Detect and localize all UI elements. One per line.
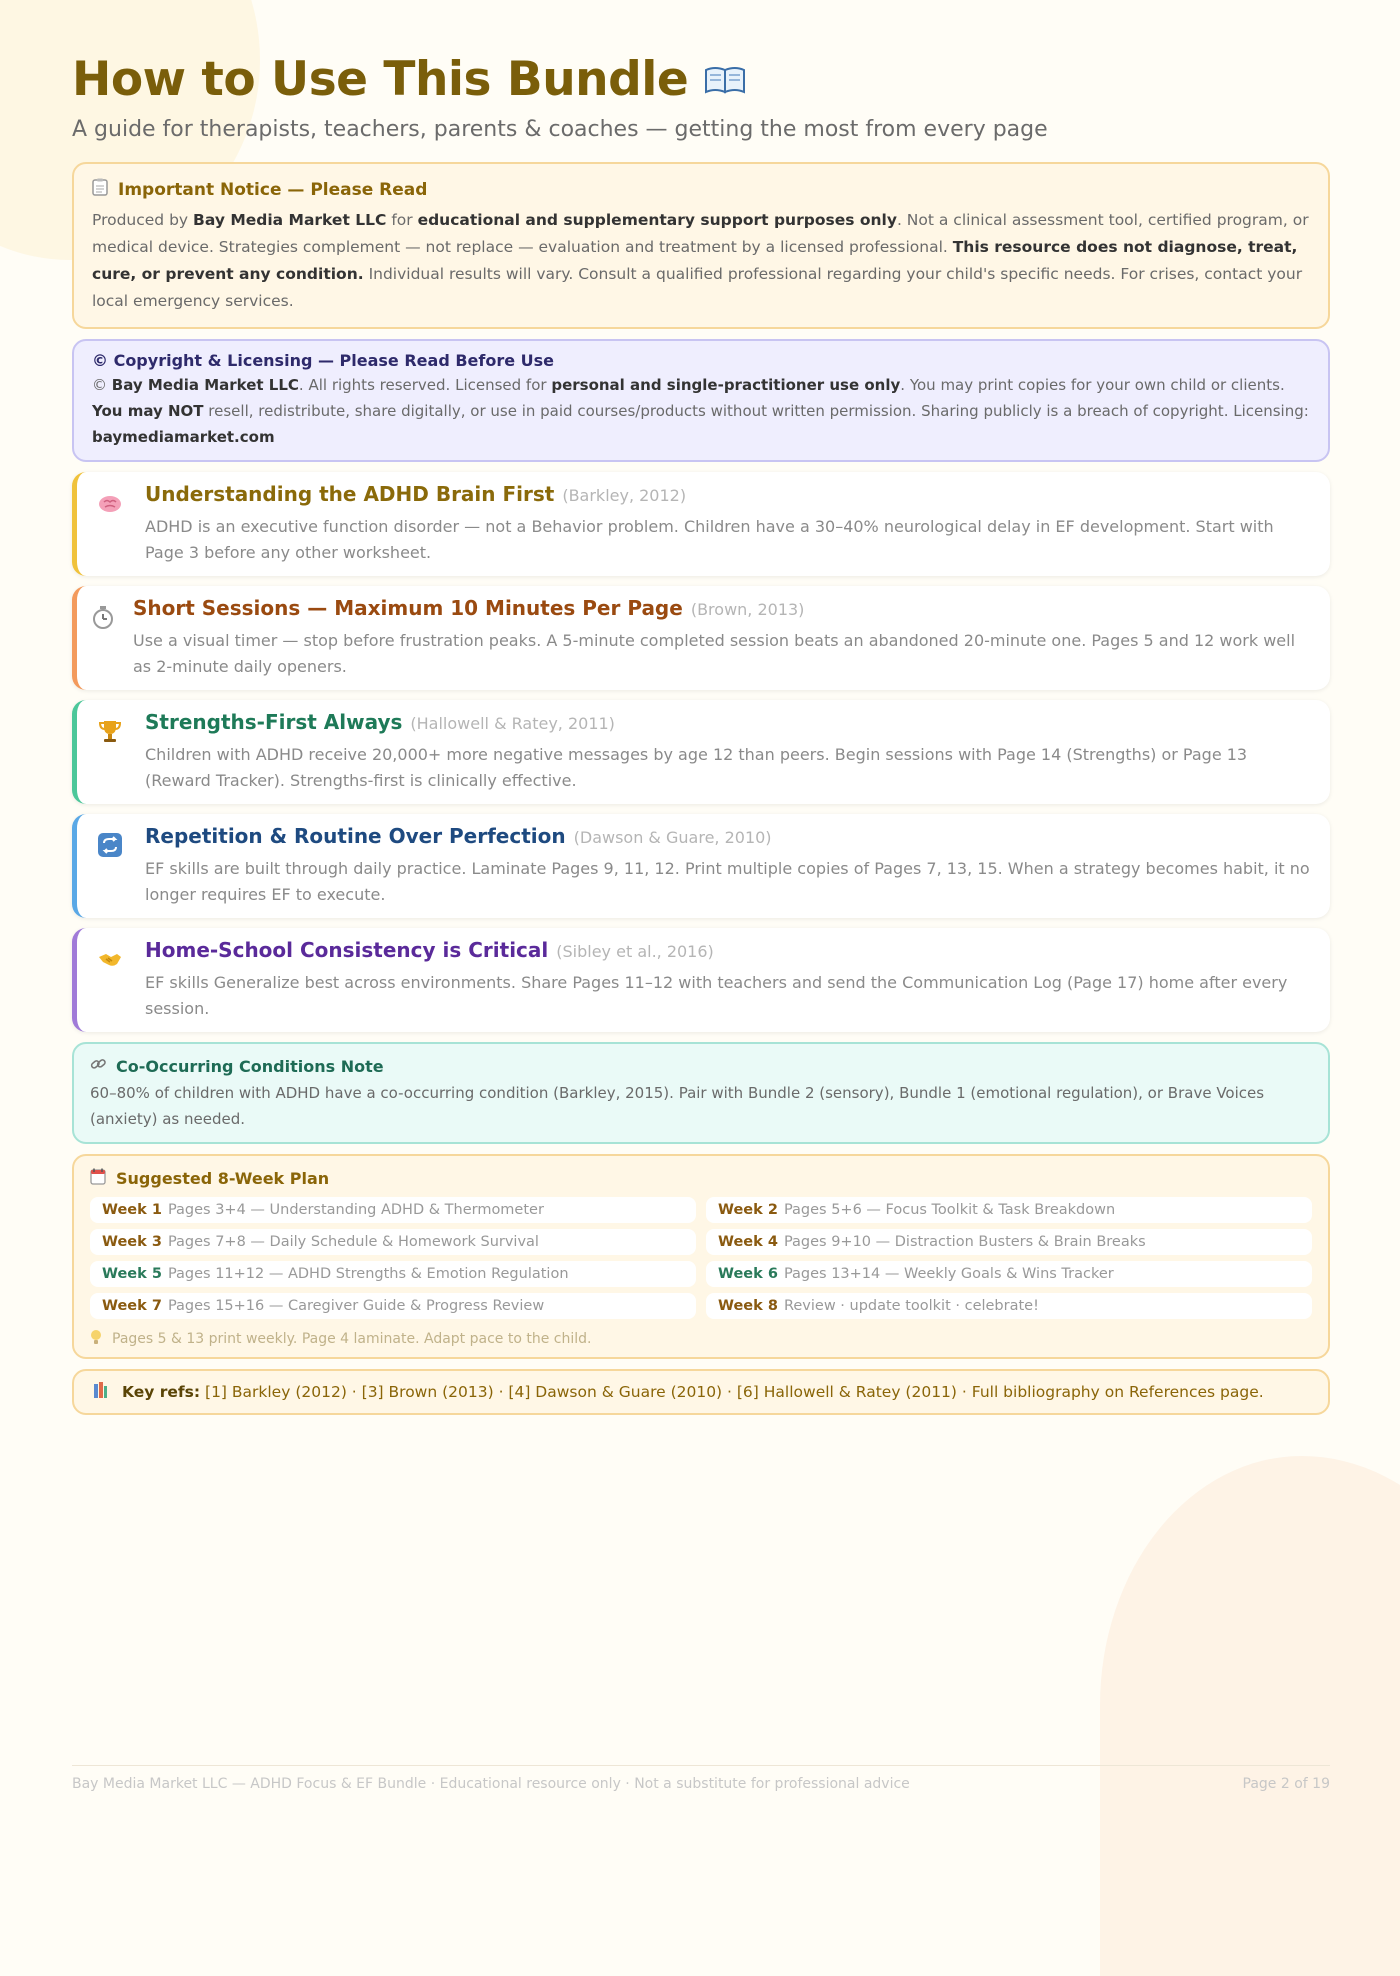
notice-disclaimer: This resource does not diagnose, treat, cure, or prevent any condition. [92, 238, 1298, 283]
card-citation: (Barkley, 2012) [562, 486, 687, 505]
notice-text [92, 207, 1310, 315]
notice-title-row [92, 178, 1310, 201]
cooccurring-title-row [90, 1056, 1312, 1076]
week-text: Pages 7+8 — Daily Schedule & Homework Survival [167, 1234, 539, 1250]
card-citation: (Brown, 2013) [690, 600, 805, 619]
plan-week-item [706, 1261, 1312, 1287]
repeat-icon [97, 832, 123, 858]
page-subtitle: A guide for therapists, teachers, parents & coaches — getting the most from every page [72, 117, 1048, 142]
week-label: Week 1 [102, 1202, 162, 1218]
card-citation: (Dawson & Guare, 2010) [573, 828, 772, 847]
copyright-company-name: Bay Media Market LLC [111, 376, 299, 394]
notice-text-part: for [386, 211, 418, 229]
card-text: EF skills Generalize best across environments. Share Pages 11–12 with teachers and send the Communication Log (Page 17) home after every session. [145, 973, 1288, 1018]
cooccurring-text: 60–80% of children with ADHD have a co-occurring condition (Barkley, 2015). Pair with Bundle 2 (sensory), Bundle 1 (emotional regulation), or Brave Voices (anxiety) as needed. [90, 1084, 1265, 1128]
calendar-icon [90, 1168, 106, 1189]
notice-text-part: Produced by [92, 211, 194, 229]
week-label: Week 5 [102, 1266, 162, 1282]
week-label: Week 7 [102, 1298, 162, 1314]
card-citation: (Hallowell & Ratey, 2011) [410, 714, 615, 733]
page-content [72, 52, 1330, 1415]
week-label: Week 4 [718, 1234, 778, 1250]
card-title: Repetition & Routine Over Perfection [145, 824, 566, 848]
copyright-title: © Copyright & Licensing — Please Read Before Use [92, 351, 555, 370]
page-footer [72, 1765, 1330, 1792]
notice-text-part: Individual results will vary. Consult a qualified professional regarding your child's specific needs. For crises, contact your local emergency services. [92, 265, 1303, 310]
notice-purpose: educational and supplementary support purposes only [417, 211, 897, 229]
tip-card-short-sessions [72, 586, 1330, 690]
plan-week-item [706, 1229, 1312, 1255]
background-blob-bottom-right [1100, 1456, 1400, 1976]
card-title-row [145, 938, 1312, 962]
footer-text: Bay Media Market LLC — ADHD Focus & EF Bundle · Educational resource only · Not a substitute for professional advice [72, 1776, 910, 1792]
week-label: Week 2 [718, 1202, 778, 1218]
copyright-box [72, 339, 1330, 462]
plan-week-item [706, 1293, 1312, 1319]
week-text: Pages 11+12 — ADHD Strengths & Emotion Regulation [167, 1266, 569, 1282]
cooccurring-title: Co-Occurring Conditions Note [116, 1056, 384, 1076]
week-text: Review · update toolkit · celebrate! [783, 1298, 1039, 1314]
licensing-link[interactable]: baymediamarket.com [92, 428, 275, 446]
card-text: ADHD is an executive function disorder — not a Behavior problem. Children have a 30–40% neurological delay in EF development. Start with Page 3 before any other worksheet. [145, 517, 1274, 562]
card-title: Understanding the ADHD Brain First [145, 482, 555, 506]
card-title: Short Sessions — Maximum 10 Minutes Per Page [133, 596, 683, 620]
eight-week-plan-box [72, 1154, 1330, 1359]
copyright-text-part: © [92, 376, 112, 394]
card-title-row [145, 482, 1312, 506]
week-text: Pages 13+14 — Weekly Goals & Wins Tracker [783, 1266, 1114, 1282]
week-text: Pages 3+4 — Understanding ADHD & Thermometer [167, 1202, 544, 1218]
plan-title: Suggested 8-Week Plan [116, 1169, 330, 1188]
plan-weeks-grid [90, 1197, 1312, 1319]
stopwatch-icon [91, 604, 117, 630]
card-text: EF skills are built through daily practice. Laminate Pages 9, 11, 12. Print multiple copies of Pages 7, 13, 15. When a strategy becomes habit, it no longer requires EF to execute. [145, 859, 1310, 904]
plan-title-row [90, 1168, 1312, 1189]
page-title: How to Use This Bundle [72, 52, 689, 107]
week-text: Pages 15+16 — Caregiver Guide & Progress Review [167, 1298, 545, 1314]
card-title: Home-School Consistency is Critical [145, 938, 549, 962]
notice-text-part: . Not a clinical assessment tool, certified program, or medical device. Strategies complement — not replace — evaluation and treatment by a licensed professional. [92, 211, 1309, 256]
week-label: Week 8 [718, 1298, 778, 1314]
tip-card-home-school [72, 928, 1330, 1032]
lightbulb-icon [90, 1329, 102, 1349]
handshake-icon [97, 946, 123, 972]
copyright-text-part: . All rights reserved. Licensed for [298, 376, 552, 394]
card-title: Strengths-First Always [145, 710, 403, 734]
plan-tip [90, 1329, 1312, 1349]
open-book-icon [704, 64, 746, 96]
plan-tip-text: Pages 5 & 13 print weekly. Page 4 laminate. Adapt pace to the child. [112, 1331, 592, 1347]
tip-card-repetition-routine [72, 814, 1330, 918]
copyright-text-part: . You may print copies for your own child or clients. [900, 376, 1285, 394]
tip-card-adhd-brain [72, 472, 1330, 576]
co-occurring-conditions-box [72, 1042, 1330, 1144]
references-label: Key refs: [122, 1383, 201, 1401]
references-line [122, 1383, 1264, 1401]
trophy-icon [97, 718, 123, 744]
plan-week-item [90, 1293, 696, 1319]
card-title-row [145, 710, 1312, 734]
week-text: Pages 5+6 — Focus Toolkit & Task Breakdown [783, 1202, 1116, 1218]
week-label: Week 3 [102, 1234, 162, 1250]
copyright-prohibition: You may NOT [92, 402, 204, 420]
card-title-row [145, 824, 1312, 848]
plan-week-item [90, 1229, 696, 1255]
week-text: Pages 9+10 — Distraction Busters & Brain Breaks [783, 1234, 1146, 1250]
week-label: Week 6 [718, 1266, 778, 1282]
plan-week-item [90, 1197, 696, 1223]
card-title-row [133, 596, 1312, 620]
plan-week-item [90, 1261, 696, 1287]
card-text: Use a visual timer — stop before frustration peaks. A 5-minute completed session beats an abandoned 20-minute one. Pages 5 and 12 work well as 2-minute daily openers. [133, 631, 1296, 676]
clipboard-icon [92, 178, 108, 201]
plan-week-item [706, 1197, 1312, 1223]
copyright-text-part: resell, redistribute, share digitally, or use in paid courses/products without written permission. Sharing publicly is a breach of copyright. Licensing: [203, 402, 1309, 420]
page-number: Page 2 of 19 [1242, 1776, 1330, 1792]
card-citation: (Sibley et al., 2016) [556, 942, 714, 961]
tip-card-strengths-first [72, 700, 1330, 804]
card-text: Children with ADHD receive 20,000+ more negative messages by age 12 than peers. Begin sessions with Page 14 (Strengths) or Page 13 (Reward Tracker). Strengths-first is clinically effective. [145, 745, 1248, 790]
brain-icon [97, 490, 123, 516]
copyright-license-scope: personal and single-practitioner use only [551, 376, 901, 394]
copyright-text [92, 372, 1310, 450]
link-icon [90, 1056, 106, 1076]
books-icon [92, 1381, 108, 1403]
references-text: [1] Barkley (2012) · [3] Brown (2013) · [4] Dawson & Guare (2010) · [6] Hallowell & Ratey (2011) · Full bibliography on References page. [205, 1383, 1264, 1401]
key-references-box [72, 1369, 1330, 1415]
notice-company-name: Bay Media Market LLC [193, 211, 387, 229]
notice-title: Important Notice — Please Read [118, 179, 428, 200]
important-notice-box [72, 162, 1330, 329]
page-header [72, 52, 1330, 107]
